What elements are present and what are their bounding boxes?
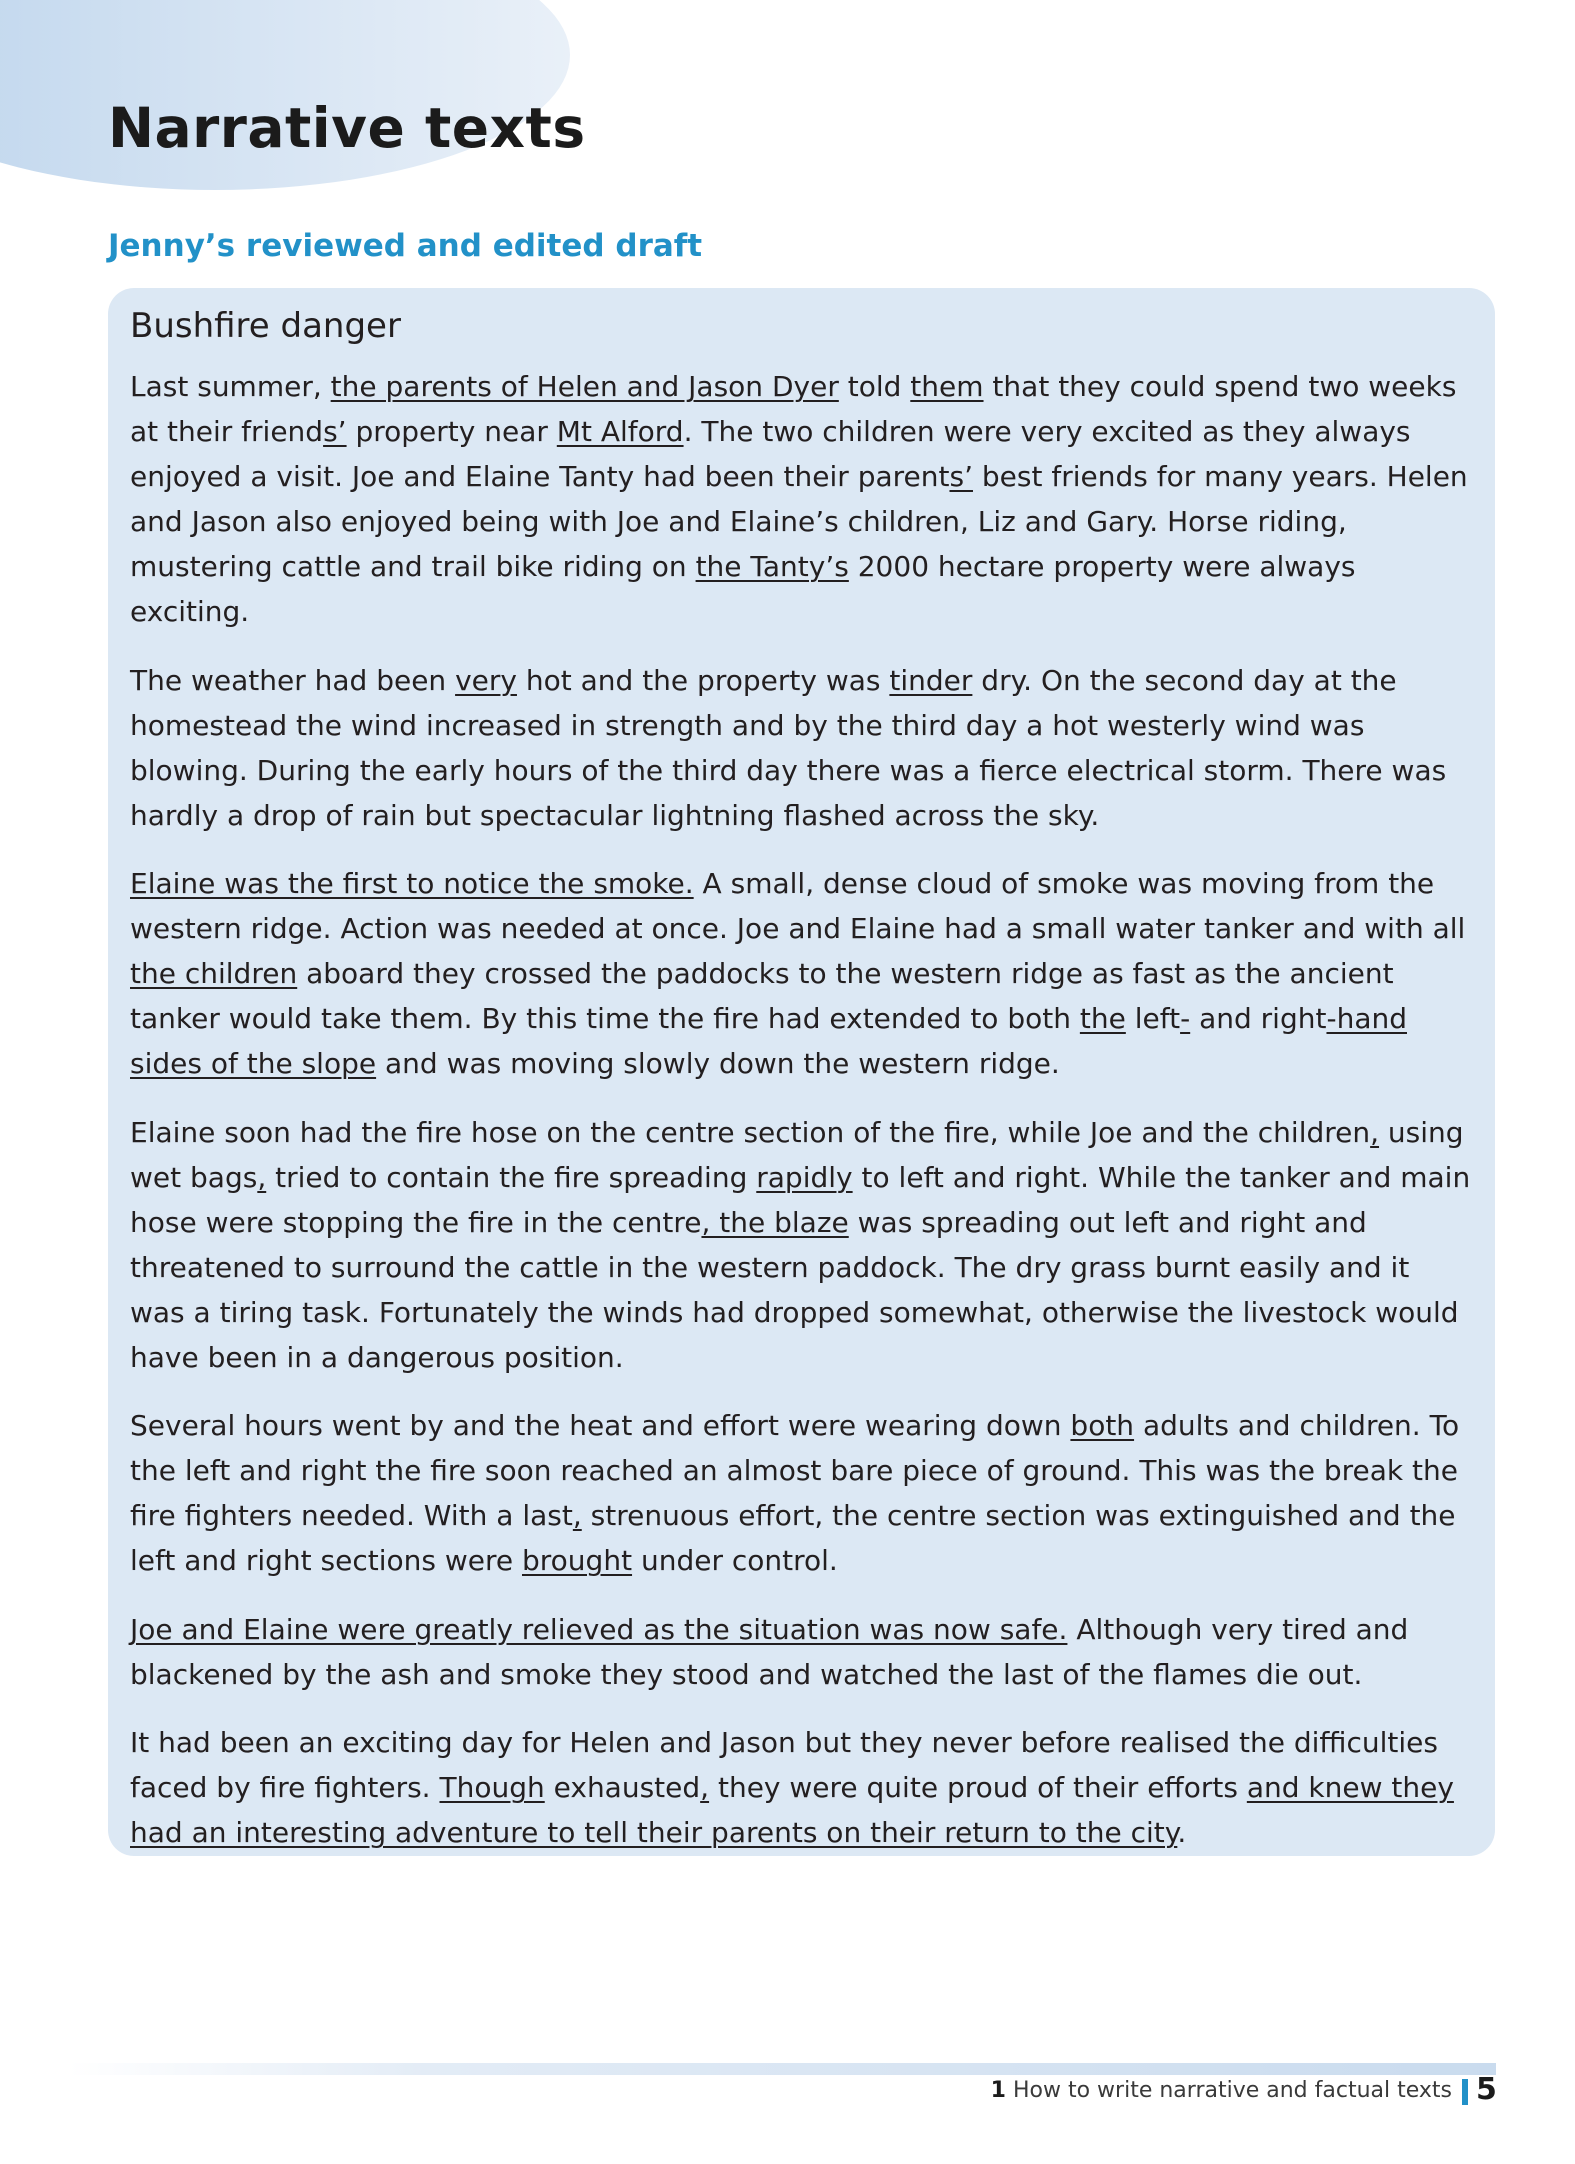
paragraph-text: dry. On the second day at the homestead the wind increased in strength and by the third day a hot westerly wind was blowing. During the early hours of the third day there was a fierce electrical storm. There was hardly a drop of rain but spectacular lightning flashed across the sky. bbox=[130, 663, 1447, 832]
paragraph-text: adults and children. To the left and right the fire soon reached an almost bare piece of ground. This was the break the fire fighters needed. With a last bbox=[130, 1409, 1460, 1532]
paragraph-text: and right bbox=[1190, 1002, 1327, 1035]
edited-text: them bbox=[910, 370, 984, 403]
page-title: Narrative texts bbox=[108, 96, 586, 160]
footer-rule bbox=[68, 2063, 1496, 2075]
paragraph-text: under control. bbox=[632, 1544, 838, 1577]
paragraph-text: using wet bags bbox=[130, 1115, 1464, 1194]
edited-text: s’ bbox=[949, 460, 973, 493]
paragraph-text: they were quite proud of their efforts bbox=[709, 1771, 1247, 1804]
paragraph-text: The weather had been bbox=[130, 663, 456, 697]
footer-chapter bbox=[991, 2078, 1452, 2103]
edited-text: , bbox=[1370, 1115, 1380, 1149]
paragraph-text: best friends for many years. Helen and Jason also enjoyed being with Joe and Elaine’s children, Liz and Gary. Horse riding, mustering cattle and trail bike riding on bbox=[130, 460, 1468, 583]
paragraph-text: Elaine soon had the fire hose on the centre section of the fire, while Joe and the children bbox=[130, 1115, 1371, 1149]
story-body bbox=[130, 364, 1471, 1855]
story-paragraph bbox=[130, 1110, 1471, 1380]
edited-text: rapidly bbox=[756, 1160, 853, 1194]
paragraph-text: 2000 hectare property were always exciting. bbox=[130, 550, 1356, 628]
paragraph-text: told bbox=[838, 370, 911, 403]
paragraph-text: to left and right. While the tanker and main hose were stopping the fire in the centre bbox=[130, 1160, 1471, 1239]
paragraph-text: tried to contain the fire spreading bbox=[266, 1160, 757, 1194]
edited-text: Though bbox=[439, 1771, 545, 1804]
story-paragraph bbox=[130, 1607, 1471, 1697]
edited-text: Joe and Elaine were greatly relieved as the situation was now safe. bbox=[130, 1612, 1068, 1646]
paragraph-text: and was moving slowly down the western ridge. bbox=[376, 1047, 1060, 1080]
paragraph-text: exhausted bbox=[544, 1771, 701, 1804]
story-paragraph bbox=[130, 658, 1471, 838]
draft-panel bbox=[108, 288, 1495, 1856]
edited-text: and knew they had an interesting adventure to tell their parents on their return to the city bbox=[130, 1771, 1454, 1849]
edited-text: s’ bbox=[323, 415, 347, 448]
chapter-title: How to write narrative and factual texts bbox=[1012, 2078, 1452, 2103]
edited-text: , the blaze bbox=[701, 1205, 849, 1239]
edited-text: -hand sides of the slope bbox=[130, 1002, 1407, 1080]
paragraph-text: Although very tired and blackened by the ash and smoke they stood and watched the last of the flames die out. bbox=[130, 1612, 1409, 1691]
paragraph-text: was spreading out left and right and threatened to surround the cattle in the western paddock. The dry grass burnt easily and it was a tiring task. Fortunately the winds had dropped somewhat, otherwise the livestock would have been in a dangerous position. bbox=[130, 1205, 1459, 1374]
paragraph-text: . bbox=[1177, 1816, 1187, 1849]
edited-text: the parents of Helen and Jason Dyer bbox=[330, 370, 839, 403]
paragraph-text: property near bbox=[346, 415, 557, 448]
edited-text: both bbox=[1070, 1409, 1135, 1442]
footer-divider-bar bbox=[1462, 2079, 1468, 2105]
story-title: Bushfire danger bbox=[130, 306, 401, 346]
paragraph-text: hot and the property was bbox=[516, 663, 890, 697]
edited-text: , bbox=[572, 1499, 582, 1532]
edited-text: the bbox=[1079, 1002, 1126, 1035]
chapter-number: 1 bbox=[990, 2078, 1006, 2103]
paragraph-text: left bbox=[1125, 1002, 1181, 1035]
header-swoosh bbox=[0, 0, 570, 190]
paragraph-text: It had been an exciting day for Helen and Jason but they never before realised the difficulties faced by fire fighters. bbox=[130, 1726, 1438, 1804]
edited-text: Elaine was the first to notice the smoke. bbox=[130, 867, 694, 900]
story-paragraph bbox=[130, 861, 1471, 1086]
paragraph-text: strenuous effort, the centre section was extinguished and the left and right sections were bbox=[130, 1499, 1456, 1577]
paragraph-text: Several hours went by and the heat and effort were wearing down bbox=[130, 1409, 1071, 1442]
edited-text: , bbox=[257, 1160, 267, 1194]
section-heading: Jenny’s reviewed and edited draft bbox=[108, 228, 703, 264]
edited-text: tinder bbox=[889, 663, 973, 697]
story-paragraph bbox=[130, 1403, 1471, 1583]
edited-text: the Tanty’s bbox=[695, 550, 849, 583]
paragraph-text: A small, dense cloud of smoke was moving from the western ridge. Action was needed at once. Joe and Elaine had a small water tanker and with all bbox=[130, 867, 1466, 945]
edited-text: - bbox=[1180, 1002, 1191, 1035]
edited-text: , bbox=[700, 1771, 710, 1804]
paragraph-text: that they could spend two weeks at their friend bbox=[130, 370, 1457, 448]
edited-text: the children bbox=[130, 957, 298, 990]
story-paragraph bbox=[130, 364, 1471, 634]
story-paragraph bbox=[130, 1720, 1471, 1855]
paragraph-text: Last summer, bbox=[130, 370, 331, 403]
page-number: 5 bbox=[1476, 2072, 1497, 2107]
edited-text: Mt Alford bbox=[556, 415, 684, 448]
edited-text: brought bbox=[522, 1544, 633, 1577]
paragraph-text: aboard they crossed the paddocks to the western ridge as fast as the ancient tanker would take them. By this time the fire had extended to both bbox=[130, 957, 1394, 1035]
paragraph-text: . The two children were very excited as they always enjoyed a visit. Joe and Elaine Tanty had been their parent bbox=[130, 415, 1411, 493]
edited-text: very bbox=[455, 663, 517, 697]
